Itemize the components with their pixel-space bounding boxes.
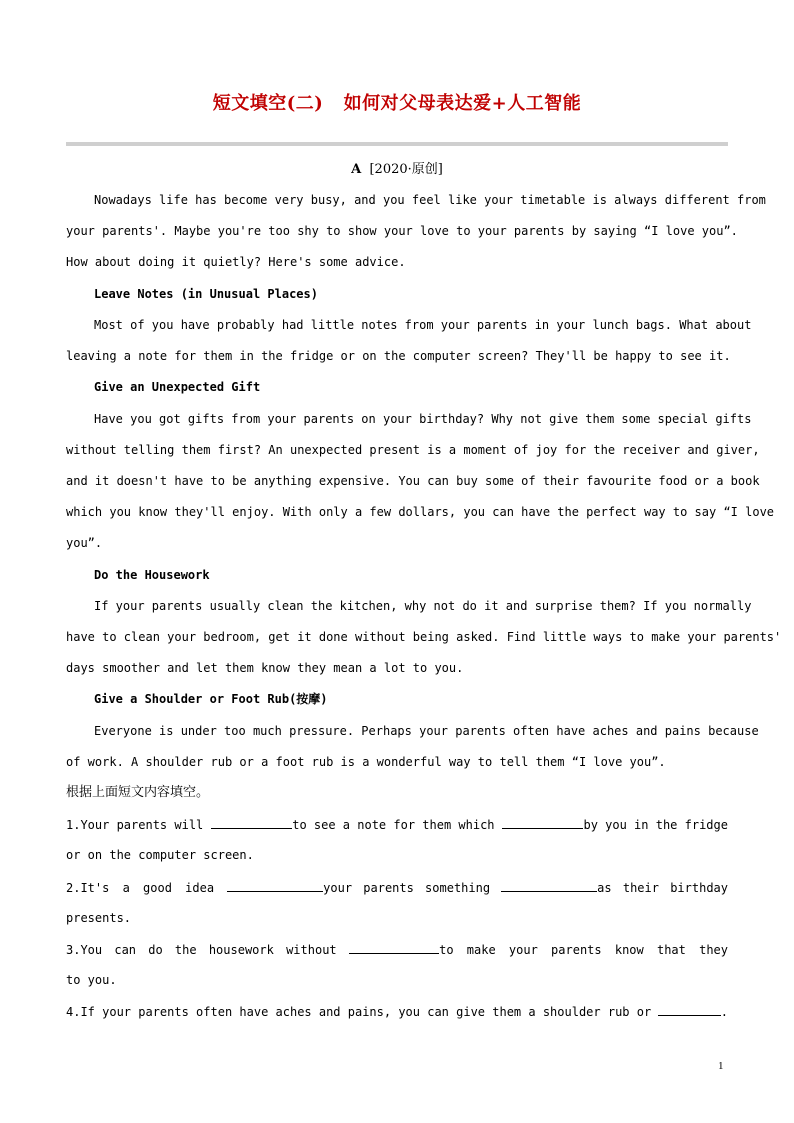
question-text: 3.You can do the housework without xyxy=(66,943,349,957)
question-text: your parents something xyxy=(323,881,502,895)
question-text: or on the computer screen. xyxy=(66,848,254,862)
passage-line: Everyone is under too much pressure. Perhaps your parents often have aches and pains because xyxy=(94,724,759,738)
passage-line: Nowadays life has become very busy, and you feel like your timetable is always different from xyxy=(94,193,766,207)
section-heading xyxy=(0,158,794,177)
question-text: presents. xyxy=(66,911,132,925)
document-title: 短文填空(二) 如何对父母表达爱+人工智能 xyxy=(212,93,582,114)
question-text: to see a note for them which xyxy=(292,818,502,832)
section-letter: A xyxy=(351,162,362,177)
question-3 xyxy=(66,941,728,958)
subheading-unexpected-gift: Give an Unexpected Gift xyxy=(94,380,261,394)
passage-line: your parents'. Maybe you're too shy to show your love to your parents by saying “I love you”. xyxy=(66,224,738,238)
subheading-housework: Do the Housework xyxy=(94,568,210,582)
answer-blank-2a[interactable] xyxy=(227,879,323,892)
question-text: as their birthday xyxy=(597,881,728,895)
question-text: to you. xyxy=(66,973,117,987)
answer-blank-1b[interactable] xyxy=(502,816,584,829)
passage-line: and it doesn't have to be anything expensive. You can buy some of their favourite food or a book xyxy=(66,474,760,488)
section-source: [2020·原创] xyxy=(369,162,443,177)
page-number: 1 xyxy=(718,1060,724,1072)
passage-line: without telling them first? An unexpected present is a moment of joy for the receiver and giver, xyxy=(66,443,760,457)
title-divider xyxy=(66,142,728,146)
passage-line: have to clean your bedroom, get it done without being asked. Find little ways to make your parents' xyxy=(66,630,782,644)
passage-line: of work. A shoulder rub or a foot rub is a wonderful way to tell them “I love you”. xyxy=(66,755,666,769)
passage-line: How about doing it quietly? Here's some advice. xyxy=(66,255,406,269)
subheading-leave-notes: Leave Notes (in Unusual Places) xyxy=(94,287,318,301)
question-text: 1.Your parents will xyxy=(66,818,211,832)
passage-line: Have you got gifts from your parents on your birthday? Why not give them some special gifts xyxy=(94,412,752,426)
subheading-shoulder-rub: Give a Shoulder or Foot Rub(按摩) xyxy=(94,692,328,706)
question-4 xyxy=(66,1003,728,1020)
answer-blank-4a[interactable] xyxy=(658,1003,720,1016)
answer-blank-2b[interactable] xyxy=(501,879,597,892)
passage-line: you”. xyxy=(66,536,103,550)
question-text: 4.If your parents often have aches and pains, you can give them a shoulder rub or xyxy=(66,1005,659,1019)
question-text: . xyxy=(720,1005,728,1019)
passage-line: leaving a note for them in the fridge or on the computer screen? They'll be happy to see it. xyxy=(66,349,731,363)
instruction: 根据上面短文内容填空。 xyxy=(66,785,210,800)
answer-blank-1a[interactable] xyxy=(211,816,293,829)
passage-line: Most of you have probably had little notes from your parents in your lunch bags. What about xyxy=(94,318,752,332)
passage-line: days smoother and let them know they mean a lot to you. xyxy=(66,661,464,675)
passage-line: If your parents usually clean the kitchen, why not do it and surprise them? If you normally xyxy=(94,599,752,613)
answer-blank-3a[interactable] xyxy=(349,941,439,954)
passage-line: which you know they'll enjoy. With only a few dollars, you can have the perfect way to say “I love xyxy=(66,505,775,519)
question-text: 2.It's a good idea xyxy=(66,881,228,895)
question-text: to make your parents know that they xyxy=(439,943,728,957)
question-1 xyxy=(66,816,728,833)
question-text: by you in the fridge xyxy=(583,818,728,832)
question-2 xyxy=(66,879,728,896)
